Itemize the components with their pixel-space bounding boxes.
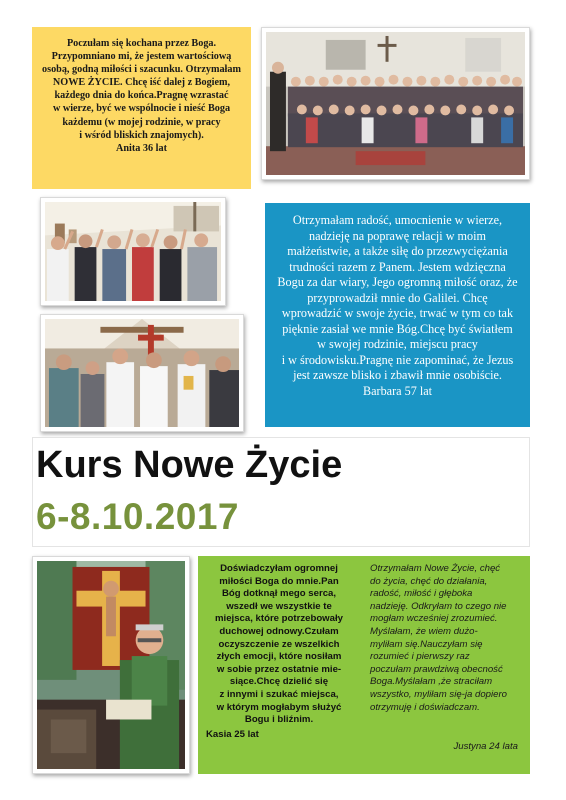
justyna-line: Boga.Myślałam ,że straciłam (370, 676, 493, 688)
anita-line: każdego dnia do końca.Pragnę wzrastać (54, 90, 229, 102)
priest-photo-image (37, 561, 185, 769)
barbara-line: i w środowisku.Pragnę nie zapominać, że Jezus (281, 352, 514, 367)
justyna-line: otrzymuję i doświadczam. (370, 701, 480, 713)
justyna-line: Otrzymałam Nowe Życie, chęć (370, 563, 501, 574)
barbara-testimony-box (265, 203, 530, 427)
procession-photo (40, 314, 244, 432)
anita-testimony-box (32, 27, 251, 189)
anita-line: w wierze, być we wspólnocie i nieść Boga (52, 103, 231, 115)
justyna-line: myliłam się.Nauczyłam się (370, 638, 483, 650)
prayer-photo-image (45, 202, 221, 301)
barbara-line: w swojej rodzinie, miejscu pracy (317, 337, 478, 351)
justyna-line: Myślałam, że wiem dużo- (370, 625, 478, 637)
barbara-line: trudności razem z Panem. Jestem wdzięczna (289, 259, 506, 274)
anita-line: i wśród bliskich znajomych). (79, 129, 204, 141)
barbara-line: Bogu za dar wiary, Jego ogromną miłość oraz, że (277, 275, 518, 289)
justyna-line: mogłam wcześniej zrozumieć. (370, 613, 498, 625)
priest-photo (32, 556, 190, 774)
barbara-signature: Barbara 57 lat (362, 383, 433, 398)
kasia-line: złych emocji, które nosiłam (216, 651, 342, 663)
anita-line: Przypomniano mi, że jestem wartościową (51, 51, 232, 63)
kasia-line: miejsca, które potrzebowały (215, 613, 343, 625)
justyna-line: poczułam prawdziwą obecność (370, 663, 503, 675)
kasia-line: oczyszczenie ze wszelkich (218, 638, 340, 650)
event-date: 6-8.10.2017 (36, 496, 240, 537)
barbara-line: wprowadzić w swoje życie, trwać w tym co tak (281, 306, 514, 320)
barbara-line: przyprowadził mnie do Galilei. Chcę (307, 290, 488, 305)
justyna-line: radość, miłość i głęboka (370, 588, 473, 600)
kasia-line: duchowej odnowy.Czułam (219, 625, 339, 637)
anita-line: Poczułam się kochana przez Boga. (66, 38, 217, 49)
kasia-line: w sobie przez ostatnie mie- (216, 663, 342, 675)
page-title: Kurs Nowe Życie (36, 444, 343, 486)
kasia-line: w którym mogłabym służyć (216, 701, 342, 713)
kasia-line: miłości Boga do mnie.Pan (219, 575, 339, 587)
justyna-line: rozumieć i pierwszy raz (370, 651, 470, 663)
anita-signature: Anita 36 lat (116, 142, 167, 154)
kasia-testimony-box (198, 556, 360, 774)
justyna-testimony-box (360, 556, 530, 774)
kasia-line: z innymi i szukać miejsca, (219, 688, 339, 700)
kasia-line: Bóg dotknął mego serca, (221, 588, 337, 600)
anita-line: NOWE ŻYCIE. Chcę iść dalej z Bogiem, (52, 77, 231, 89)
procession-photo-image (45, 319, 239, 427)
kasia-line: Doświadczyłam ogromnej (220, 563, 338, 574)
kasia-line: siące.Chcę dzielić się (229, 676, 329, 688)
barbara-line: pięknie zasiał we mnie Bóg.Chcę być światłem (282, 321, 513, 336)
justyna-line: wszystko, myliłam się-ja dopiero (370, 688, 508, 700)
barbara-line: małżeństwie, a także siłę do przezwyciężania (287, 244, 508, 258)
kasia-line: Bogu i bliźnim. (244, 714, 314, 726)
barbara-line: jest zawsze blisko i zbawił mnie osobiście. (293, 368, 502, 382)
prayer-photo (40, 197, 226, 306)
kasia-line: wszedł we wszystkie te (226, 600, 332, 612)
kasia-signature: Kasia 25 lat (206, 729, 259, 741)
barbara-line: nadzieję na poprawę relacji w moim (309, 228, 486, 243)
group-photo-image (266, 32, 525, 175)
barbara-line: Otrzymałam radość, umocnienie w wierze, (292, 213, 503, 227)
anita-line: osobą, godną miłości i szacunku. Otrzymałam (42, 64, 241, 76)
justyna-line: do życia, chęć do działania, (370, 575, 488, 587)
justyna-line: nadzieję. Odkryłam to czego nie (370, 600, 507, 612)
anita-line: każdemu (w mojej rodzinie, w pracy (62, 116, 221, 128)
justyna-signature: Justyna 24 lata (453, 741, 518, 753)
group-photo (261, 27, 530, 180)
